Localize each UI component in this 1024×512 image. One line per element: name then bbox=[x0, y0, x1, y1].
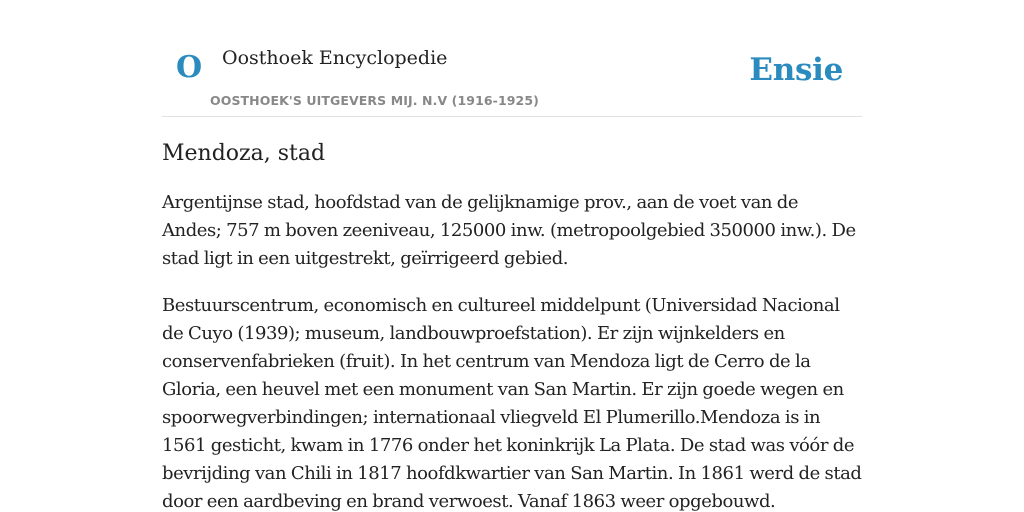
site-header bbox=[162, 0, 862, 117]
article-paragraph: Bestuurscentrum, economisch en cultureel middelpunt (Universidad Nacional de Cuyo (1939); museum, landbouwproefstation). Er zijn wijnkelders en conservenfabrieken (fruit). In het centrum van Mendoza ligt de Cerro de la Gloria, een heuvel met een monument van San Martin. Er zijn goede wegen en spoorwegverbindingen; internationaal vliegveld El Plumerillo.Mendoza is in 1561 gesticht, kwam in 1776 onder het koninkrijk La Plata. De stad was vóór de bevrijding van Chili in 1817 hoofdkwartier van San Martin. In 1861 werd de stad door een aardbeving en brand verwoest. Vanaf 1863 weer opgebouwd. bbox=[162, 295, 862, 512]
encyclopedia-title-link[interactable]: Oosthoek Encyclopedie bbox=[222, 47, 448, 69]
publisher-subtitle: OOSTHOEK'S UITGEVERS MIJ. N.V (1916-1925) bbox=[210, 93, 539, 108]
article-paragraph: Argentijnse stad, hoofdstad van de gelijknamige prov., aan de voet van de Andes; 757 m boven zeeniveau, 125000 inw. (metropoolgebied 350000 inw.). De stad ligt in een uitgestrekt, geïrrigeerd gebied. bbox=[162, 192, 856, 269]
article-content bbox=[162, 137, 862, 512]
ensie-brand-link[interactable]: Ensie bbox=[749, 52, 843, 88]
article-title: Mendoza, stad bbox=[162, 141, 326, 166]
encyclopedia-logo-icon[interactable]: O bbox=[176, 50, 203, 85]
